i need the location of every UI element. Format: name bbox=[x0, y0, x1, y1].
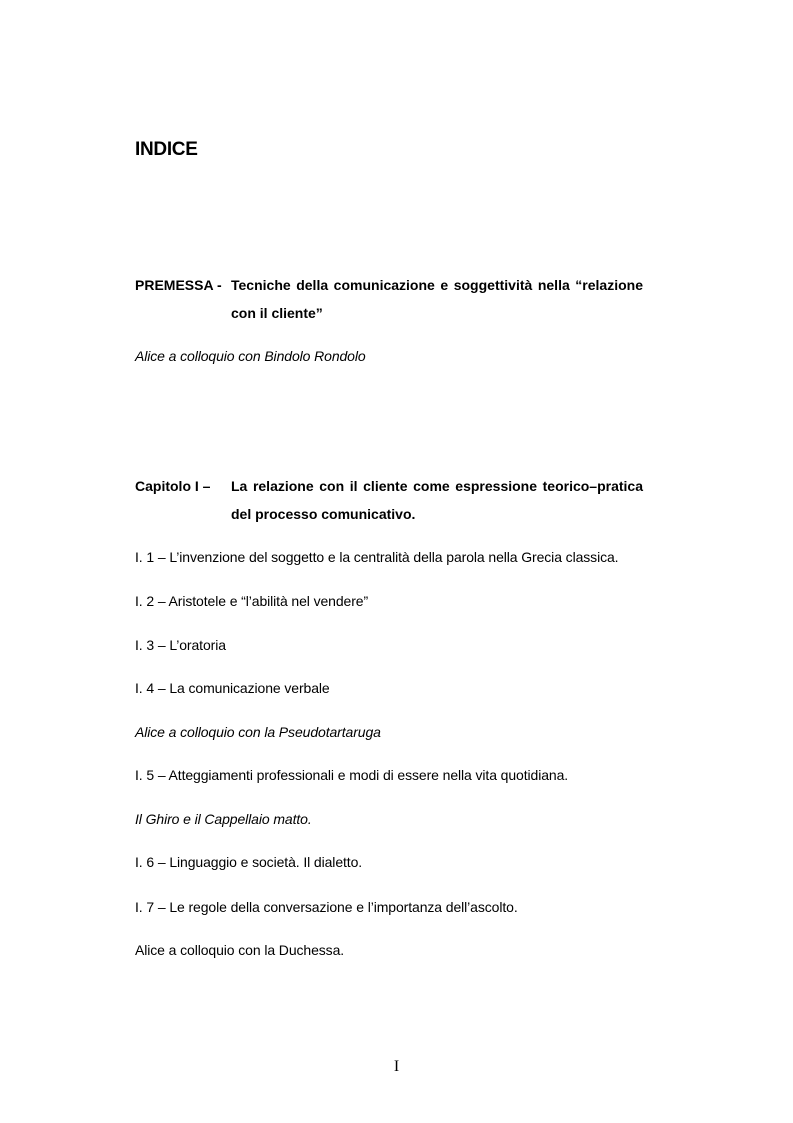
toc-entry-1-1: I. 1 – L’invenzione del soggetto e la centralità della parola nella Grecia classica. bbox=[135, 549, 619, 565]
toc-entry-1-6: I. 6 – Linguaggio e società. Il dialetto. bbox=[135, 854, 363, 870]
toc-entry-1-7: I. 7 – Le regole della conversazione e l’importanza dell’ascolto. bbox=[135, 899, 518, 915]
toc-entry-alice-pseudotartaruga: Alice a colloquio con la Pseudotartaruga bbox=[135, 724, 381, 740]
premessa-label: PREMESSA - bbox=[135, 277, 222, 293]
toc-entry-1-3: I. 3 – L’oratoria bbox=[135, 637, 226, 653]
page-number: I bbox=[393, 1058, 400, 1075]
toc-entry-alice-duchessa: Alice a colloquio con la Duchessa. bbox=[135, 942, 345, 958]
chapter-title: La relazione con il cliente come espressione teorico–pratica del processo comunicativo. bbox=[231, 478, 643, 522]
toc-entry-1-4: I. 4 – La comunicazione verbale bbox=[135, 680, 330, 696]
chapter-label: Capitolo I – bbox=[135, 478, 211, 494]
premessa-subtitle: Alice a colloquio con Bindolo Rondolo bbox=[135, 348, 366, 364]
page-title: INDICE bbox=[135, 139, 198, 160]
toc-entry-1-2: I. 2 – Aristotele e “l’abilità nel vendere” bbox=[135, 593, 369, 609]
premessa-title: Tecniche della comunicazione e soggettività nella “relazione con il cliente” bbox=[231, 277, 643, 321]
toc-entry-ghiro-cappellaio: Il Ghiro e il Cappellaio matto. bbox=[135, 811, 312, 827]
toc-entry-1-5: I. 5 – Atteggiamenti professionali e modi di essere nella vita quotidiana. bbox=[135, 767, 569, 783]
